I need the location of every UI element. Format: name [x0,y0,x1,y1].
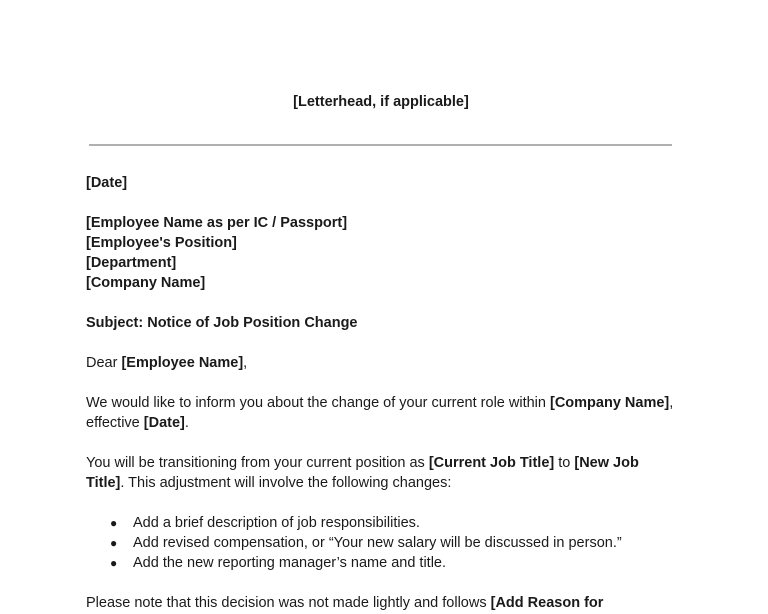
change-item-text: Add the new reporting manager’s name and title. [133,555,447,571]
salutation [86,353,678,373]
para1-text-3: . [184,415,189,431]
bullet-icon: ● [110,516,118,530]
para1-date: [Date] [143,415,185,431]
paragraph-transition [86,453,678,493]
para1-text-1: We would like to inform you about the change of your current role within [86,395,550,411]
bullet-icon: ● [110,536,118,550]
letter-subject: Subject: Notice of Job Position Change [86,315,358,331]
para2-new-title: [New Job Title] [86,455,639,491]
recipient-block [86,213,678,293]
para2-text-2: to [554,455,575,471]
recipient-company: [Company Name] [86,275,206,291]
salutation-name: [Employee Name] [121,355,244,371]
para3-reason: [Add Reason for [490,595,604,611]
para1-company: [Company Name] [549,395,670,411]
letterhead-placeholder: [Letterhead, if applicable] [293,94,469,110]
list-item [86,533,678,553]
salutation-greeting: Dear [86,355,122,371]
changes-list [86,513,678,573]
para3-text-1: Please note that this decision was not made lightly and follows [86,595,491,611]
salutation-punct: , [243,355,248,371]
list-item [86,513,678,533]
letter-date: [Date] [86,175,128,191]
list-item [86,553,678,573]
change-item-text: Add a brief description of job responsibilities. [133,515,420,531]
para2-text-3: . This adjustment will involve the following changes: [120,475,452,491]
bullet-icon: ● [110,556,118,570]
paragraph-decision [86,593,678,613]
para1-text-2: , effective [86,395,674,431]
recipient-name: [Employee Name as per IC / Passport] [86,215,348,231]
change-item-text: Add revised compensation, or “Your new salary will be discussed in person.” [133,535,622,551]
para2-text-1: You will be transitioning from your current position as [86,455,429,471]
para2-current-title: [Current Job Title] [428,455,555,471]
recipient-position: [Employee's Position] [86,235,237,251]
letterhead-divider [89,144,672,146]
paragraph-role-change [86,393,678,433]
letter-body [86,173,678,614]
recipient-department: [Department] [86,255,177,271]
